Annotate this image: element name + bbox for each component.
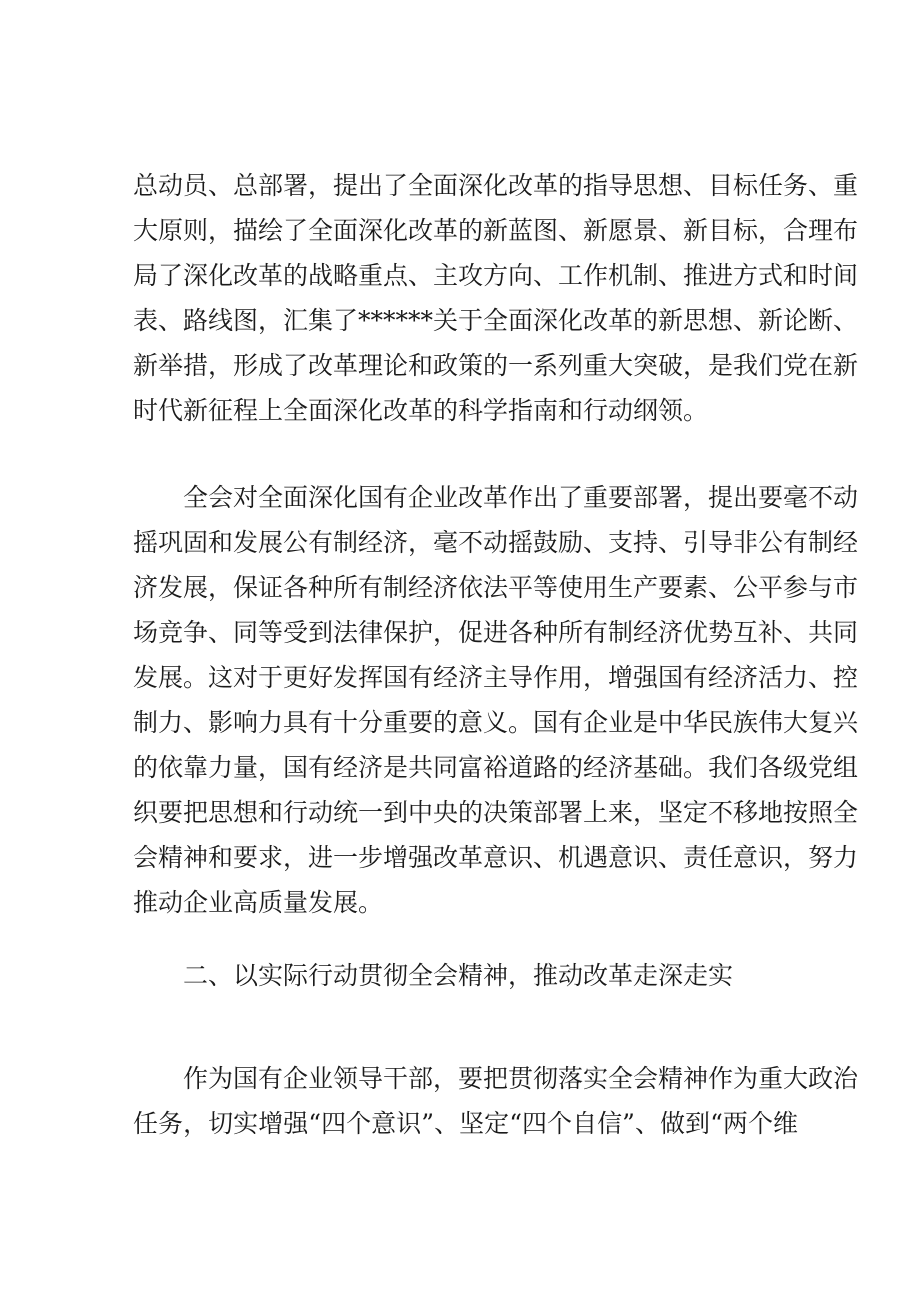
paragraph-line: 局了深化改革的战略重点、主攻方向、工作机制、推进方式和时间	[133, 261, 859, 290]
paragraph-line: 摇巩固和发展公有制经济，毫不动摇鼓励、支持、引导非公有制经	[133, 528, 859, 557]
paragraph-line: 济发展，保证各种所有制经济依法平等使用生产要素、公平参与市	[133, 573, 859, 602]
paragraph-line: 织要把思想和行动统一到中央的决策部署上来，坚定不移地按照全	[133, 798, 859, 827]
paragraph-line: 大原则，描绘了全面深化改革的新蓝图、新愿景、新目标，合理布	[133, 216, 859, 245]
paragraph-line: 总动员、总部署，提出了全面深化改革的指导思想、目标任务、重	[133, 171, 859, 200]
paragraph-2	[133, 475, 859, 925]
section-heading-block	[133, 953, 798, 998]
section-heading: 二、以实际行动贯彻全会精神，推动改革走深走实	[183, 961, 734, 990]
paragraph-line: 时代新征程上全面深化改革的科学指南和行动纲领。	[133, 396, 709, 425]
paragraph-line: 推动企业高质量发展。	[133, 888, 384, 917]
paragraph-1	[133, 163, 859, 433]
paragraph-line: 表、路线图，汇集了******关于全面深化改革的新思想、新论断、	[133, 306, 859, 335]
paragraph-line: 作为国有企业领导干部，要把贯彻落实全会精神作为重大政治	[183, 1064, 859, 1093]
paragraph-line: 全会对全面深化国有企业改革作出了重要部署，提出要毫不动	[183, 483, 859, 512]
paragraph-line: 制力、影响力具有十分重要的意义。国有企业是中华民族伟大复兴	[133, 708, 859, 737]
paragraph-line: 新举措，形成了改革理论和政策的一系列重大突破，是我们党在新	[133, 351, 859, 380]
paragraph-line: 发展。这对于更好发挥国有经济主导作用，增强国有经济活力、控	[133, 663, 859, 692]
paragraph-line: 会精神和要求，进一步增强改革意识、机遇意识、责任意识，努力	[133, 843, 859, 872]
paragraph-line: 任务，切实增强“四个意识”、坚定“四个自信”、做到“两个维	[133, 1109, 798, 1138]
paragraph-line: 的依靠力量，国有经济是共同富裕道路的经济基础。我们各级党组	[133, 753, 859, 782]
paragraph-3	[133, 1056, 859, 1146]
paragraph-line: 场竞争、同等受到法律保护，促进各种所有制经济优势互补、共同	[133, 618, 859, 647]
